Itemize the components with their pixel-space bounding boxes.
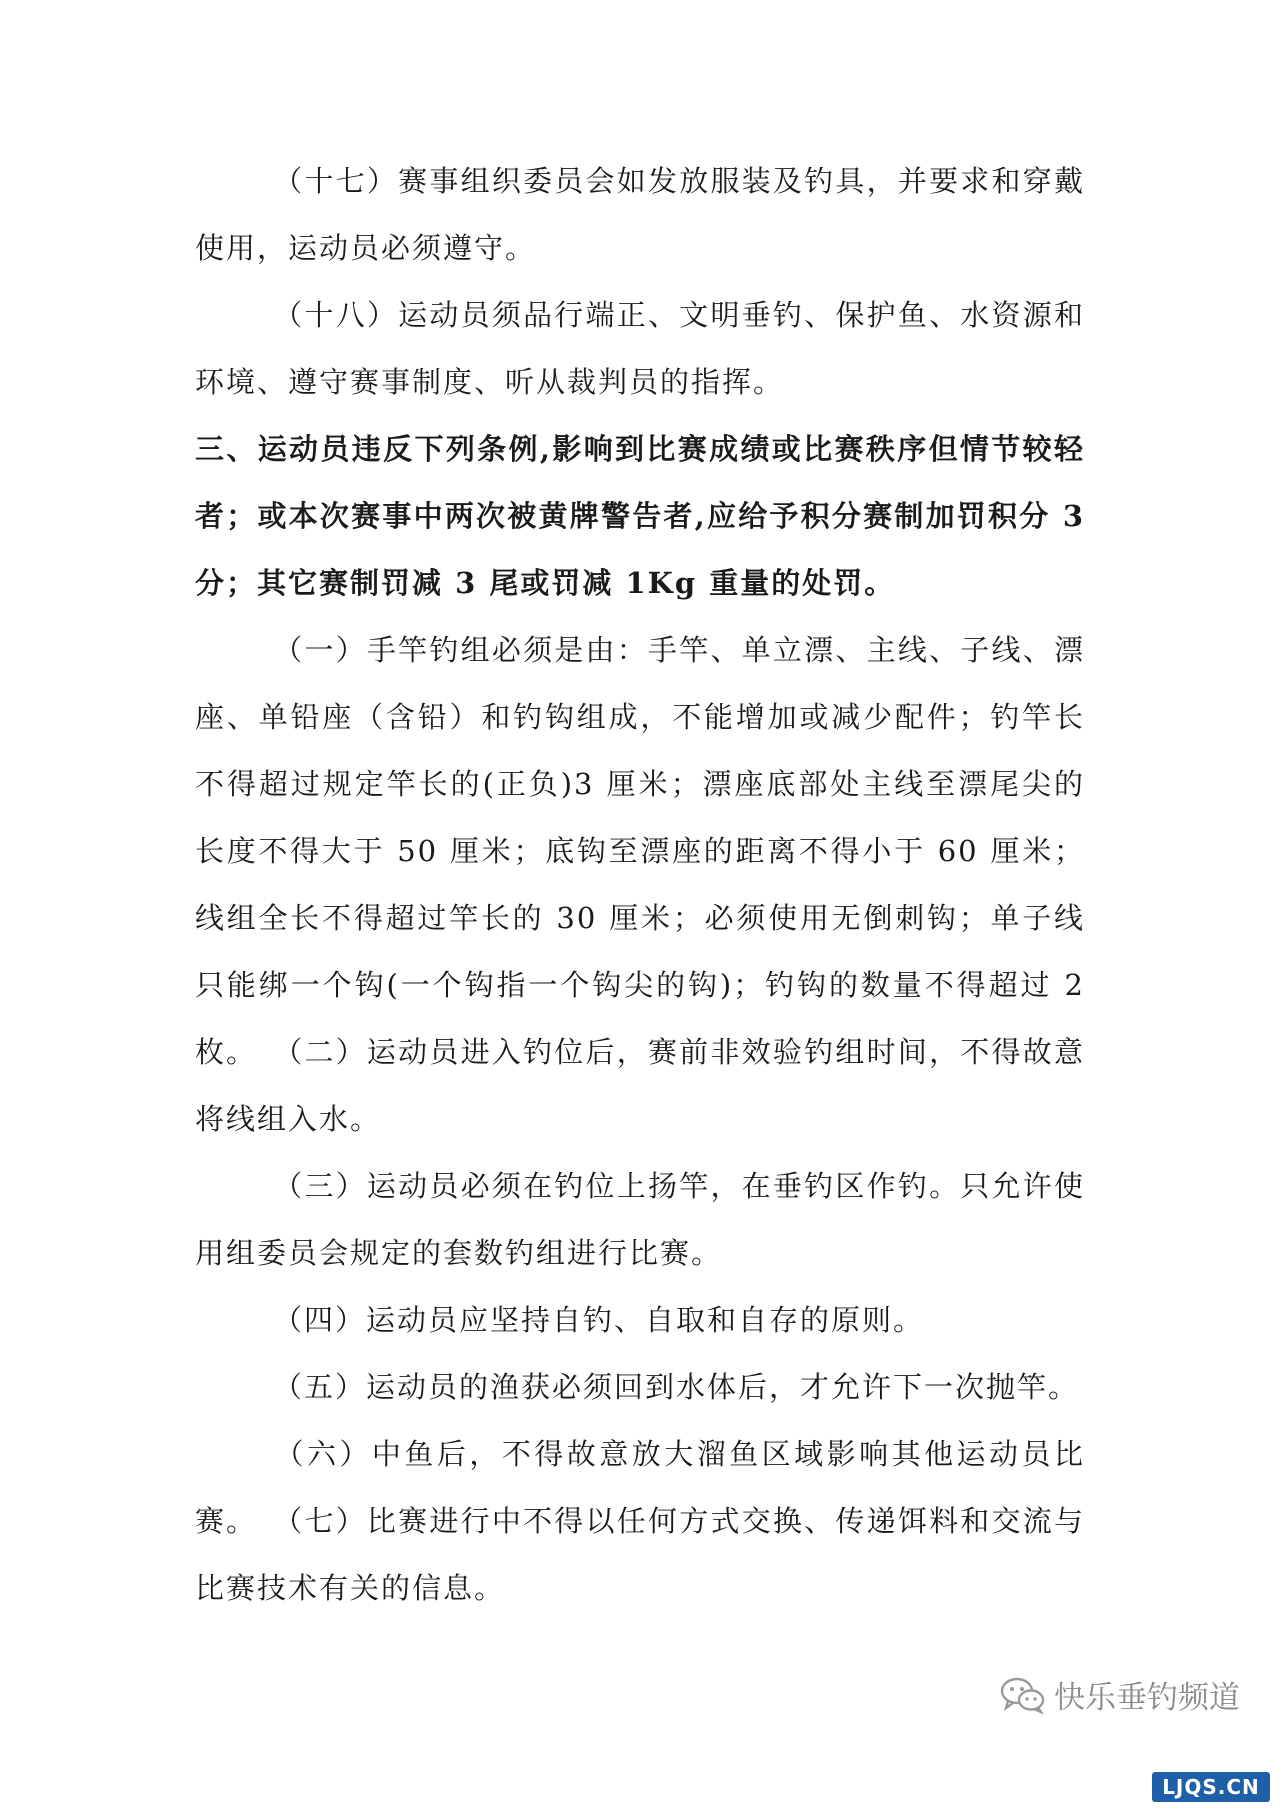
- paragraph-5-text: （五）运动员的渔获必须回到水体后，才允许下一次抛竿。: [273, 1370, 1080, 1404]
- paragraph-17: [195, 148, 1085, 282]
- watermark-text: 快乐垂钓频道: [1054, 1680, 1240, 1716]
- paragraph-7-text: （七）比赛进行中不得以任何方式交换、传递饵料和交流与比赛技术有关的信息。: [195, 1504, 1085, 1605]
- paragraph-4-text: （四）运动员应坚持自钓、自取和自存的原则。: [273, 1303, 925, 1337]
- section-heading-3: [195, 416, 1085, 617]
- paragraph-2-text: （二）运动员进入钓位后，赛前非效验钓组时间，不得故意将线组入水。: [195, 1035, 1085, 1136]
- paragraph-6-text: （六）中鱼后，不得故意放大溜鱼区域影响其他运动员比赛。: [195, 1437, 1085, 1538]
- paragraph-4: [195, 1287, 1085, 1354]
- paragraph-7: [195, 1488, 1085, 1622]
- paragraph-18-text: （十八）运动员须品行端正、文明垂钓、保护鱼、水资源和环境、遵守赛事制度、听从裁判员的指挥。: [195, 298, 1085, 399]
- wechat-icon: [1000, 1675, 1046, 1715]
- paragraph-3-text: （三）运动员必须在钓位上扬竿，在垂钓区作钓。只允许使用组委员会规定的套数钓组进行比赛。: [195, 1169, 1085, 1270]
- paragraph-18: [195, 282, 1085, 416]
- section-heading-3-text: 三、运动员违反下列条例,影响到比赛成绩或比赛秩序但情节较轻者；或本次赛事中两次被黄牌警告者,应给予积分赛制加罚积分 3 分；其它赛制罚减 3 尾或罚减 1Kg 重量的处罚。: [195, 432, 1085, 600]
- paragraph-1-text: （一）手竿钓组必须是由：手竿、单立漂、主线、子线、漂座、单铅座（含铅）和钓钩组成，不能增加或减少配件；钓竿长不得超过规定竿长的(正负)3 厘米；漂座底部处主线至漂尾尖的长度不得大于 50 厘米；底钩至漂座的距离不得小于 60 厘米；线组全长不得超过竿长的 30 厘米；必须使用无倒刺钩；单子线只能绑一个钩(一个钩指一个钩尖的钩)；钓钩的数量不得超过 2 枚。: [195, 633, 1085, 1069]
- site-badge: LJQS.CN: [1152, 1772, 1270, 1802]
- paragraph-2: [195, 1019, 1085, 1153]
- paragraph-1: [195, 617, 1085, 1086]
- watermark: [1000, 1672, 1240, 1717]
- paragraph-5: [195, 1354, 1085, 1421]
- paragraph-3: [195, 1153, 1085, 1287]
- paragraph-17-text: （十七）赛事组织委员会如发放服装及钓具，并要求和穿戴使用，运动员必须遵守。: [195, 164, 1085, 265]
